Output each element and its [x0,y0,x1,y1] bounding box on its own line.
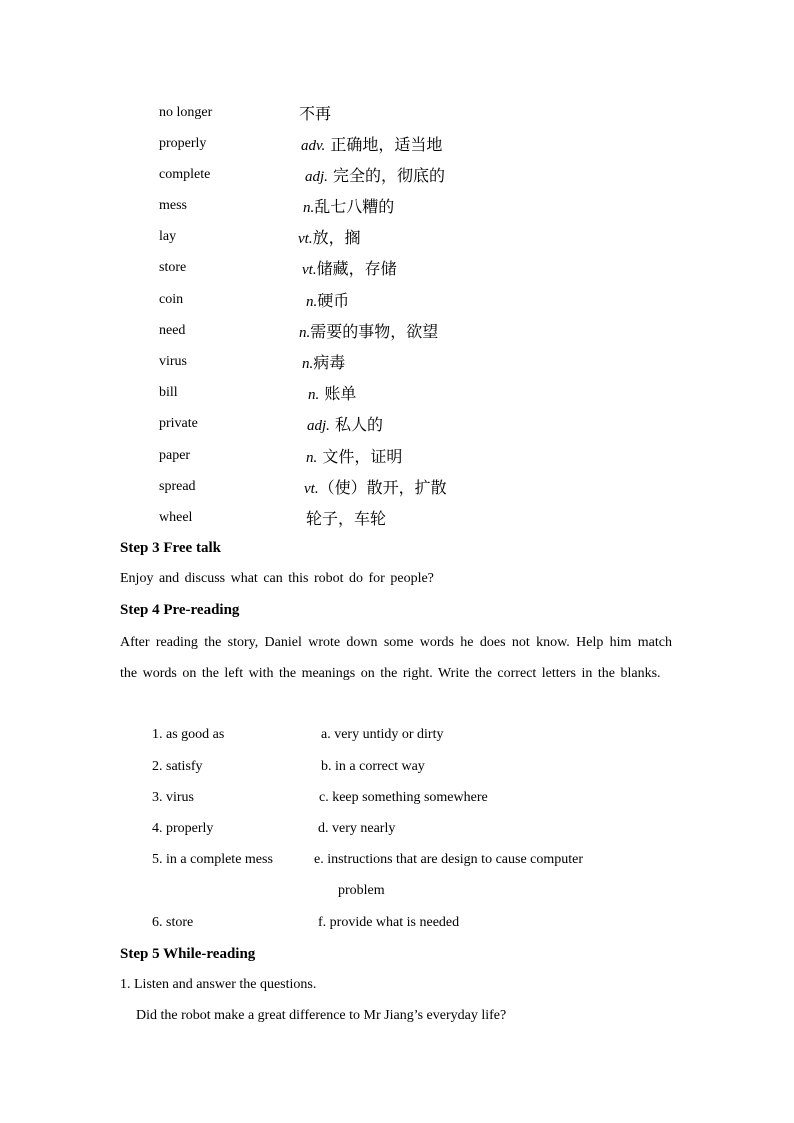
vocab-word: private [159,416,198,431]
vocab-definition [306,444,402,467]
vocab-definition [304,475,447,498]
vocab-definition [301,132,442,155]
vocab-row [0,101,794,125]
vocab-definition [305,163,445,186]
vocab-row [0,163,794,187]
vocab-word: wheel [159,510,193,525]
vocab-word: need [159,323,186,338]
step4-heading: Step 4 Pre-reading [120,602,240,618]
step3-text: Enjoy and discuss what can this robot do for people? [120,571,434,586]
match-left-item: 1. as good as [152,727,225,742]
part-of-speech: adv. [301,138,326,154]
vocab-word: spread [159,479,196,494]
part-of-speech: n. [306,450,318,466]
step5-question: Did the robot make a great difference to Mr Jiang’s everyday life? [136,1008,507,1023]
step4-instructions: After reading the story, Daniel wrote down some words he does not know. Help him match the words on the left with the meanings on the right. Write the correct letters in the blanks. [120,635,672,681]
match-left-item: 5. in a complete mess [152,852,273,867]
part-of-speech: vt. [304,481,319,497]
vocab-word: no longer [159,105,213,120]
vocab-word: store [159,260,187,275]
vocab-row [0,132,794,156]
vocab-word: bill [159,385,178,400]
vocab-row [0,256,794,280]
vocab-definition [299,319,438,342]
vocab-meaning: 轮子，车轮 [306,509,387,528]
vocab-row [0,444,794,468]
vocab-row [0,412,794,436]
vocab-definition [302,350,345,373]
match-right-item: f. provide what is needed [318,915,460,930]
vocab-meaning: 放，搁 [312,228,361,247]
vocab-row [0,381,794,405]
part-of-speech: n. [306,294,318,310]
vocab-definition [308,381,356,404]
match-left-item: 4. properly [152,821,214,836]
part-of-speech: vt. [298,231,313,247]
vocab-meaning: 需要的事物，欲望 [310,322,439,341]
vocab-meaning: 完全的，彻底的 [327,166,446,185]
vocab-meaning: 文件，证明 [317,447,403,466]
vocab-definition [306,506,386,529]
vocab-row [0,350,794,374]
vocab-row [0,194,794,218]
vocab-definition [306,288,349,311]
match-right-item-continuation: problem [338,883,385,898]
vocab-meaning: 正确地，适当地 [325,135,443,154]
step3-heading: Step 3 Free talk [120,540,221,556]
part-of-speech: vt. [302,262,317,278]
vocab-meaning: 病毒 [313,353,346,372]
match-right-item: b. in a correct way [321,759,425,774]
vocab-meaning: 私人的 [329,415,384,434]
part-of-speech: adj. [307,418,330,434]
vocab-definition [299,101,331,124]
vocab-word: complete [159,167,211,182]
step5-task: 1. Listen and answer the questions. [120,977,317,992]
vocab-word: properly [159,136,207,151]
vocab-word: paper [159,448,191,463]
match-left-item: 2. satisfy [152,759,203,774]
vocab-meaning: 储藏，存储 [316,259,397,278]
part-of-speech: adj. [305,169,328,185]
vocab-definition [298,225,361,248]
match-left-item: 6. store [152,915,194,930]
vocab-row [0,319,794,343]
vocab-row [0,475,794,499]
vocab-meaning: 乱七八糟的 [314,197,395,216]
vocab-meaning: 不再 [299,104,332,123]
match-right-item: a. very untidy or dirty [321,727,444,742]
vocab-definition [302,256,397,279]
match-right-item: e. instructions that are design to cause computer [314,852,584,867]
part-of-speech: n. [308,387,320,403]
vocab-row [0,288,794,312]
match-right-item: c. keep something somewhere [319,790,488,805]
vocab-meaning: （使）散开，扩散 [318,478,447,497]
part-of-speech: n. [299,325,311,341]
match-left-item: 3. virus [152,790,194,805]
vocab-row [0,225,794,249]
match-right-item: d. very nearly [318,821,396,836]
vocab-word: lay [159,229,177,244]
vocab-word: virus [159,354,187,369]
vocab-word: mess [159,198,187,213]
vocab-meaning: 硬币 [317,291,350,310]
vocab-definition [303,194,394,217]
vocab-row [0,506,794,530]
vocab-word: coin [159,292,184,307]
part-of-speech: n. [302,356,314,372]
part-of-speech: n. [303,200,315,216]
step5-heading: Step 5 While-reading [120,946,256,962]
vocab-definition [307,412,383,435]
vocab-meaning: 账单 [319,384,357,403]
